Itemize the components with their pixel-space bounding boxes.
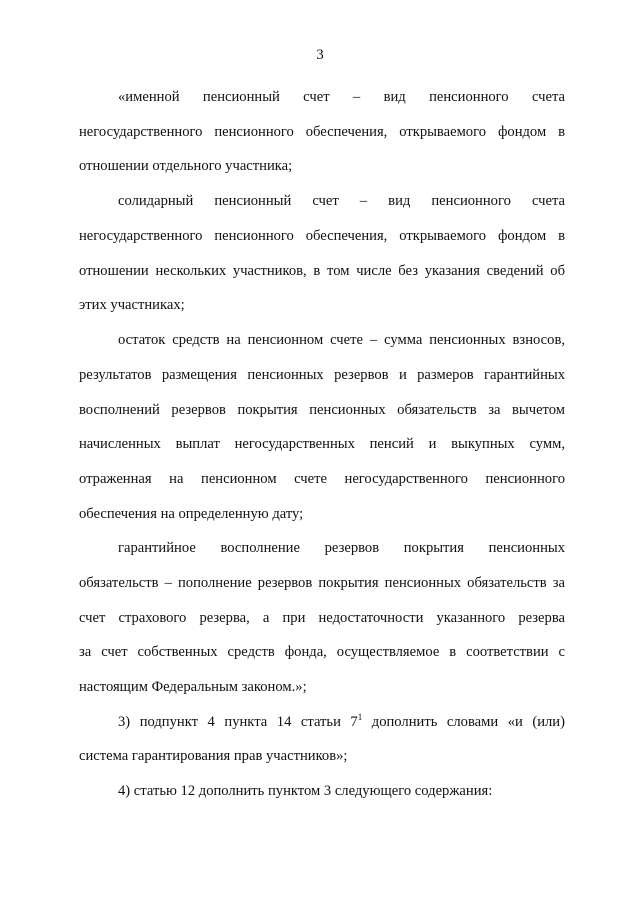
text-line: солидарный пенсионный счет – вид пенсионного счета	[118, 193, 565, 209]
text-line: обязательств – пополнение резервов покрытия пенсионных обязательств за	[79, 575, 565, 591]
text-line: отношении нескольких участников, в том числе без указания сведений об	[79, 263, 565, 279]
line-part: 3) подпункт 4 пункта 14 статьи 7	[118, 714, 358, 730]
text-line: негосударственного пенсионного обеспечения, открываемого фондом в	[79, 228, 565, 244]
text-line: «именной пенсионный счет – вид пенсионного счета	[118, 89, 565, 105]
text-line: восполнений резервов покрытия пенсионных обязательств за вычетом	[79, 402, 565, 418]
line-part: дополнить словами «и (или)	[362, 714, 565, 730]
page-number: 3	[316, 47, 324, 63]
text-line: результатов размещения пенсионных резервов и размеров гарантийных	[79, 367, 565, 383]
text-line: за счет собственных средств фонда, осуществляемое в соответствии с	[79, 644, 565, 660]
text-line: обеспечения на определенную дату;	[79, 506, 304, 522]
text-line: этих участниках;	[79, 297, 185, 313]
text-line: негосударственного пенсионного обеспечения, открываемого фондом в	[79, 124, 565, 140]
text-line: отраженная на пенсионном счете негосударственного пенсионного	[79, 471, 565, 487]
text-line: гарантийное восполнение резервов покрытия пенсионных	[118, 540, 565, 556]
text-line: отношении отдельного участника;	[79, 158, 293, 174]
superscript: 1	[357, 712, 363, 722]
text-line: система гарантирования прав участников»;	[79, 748, 348, 764]
text-line: настоящим Федеральным законом.»;	[79, 679, 307, 695]
text-line: 4) статью 12 дополнить пунктом 3 следующего содержания:	[118, 783, 493, 799]
text-line-with-superscript	[118, 713, 565, 731]
text-line: счет страхового резерва, а при недостаточности указанного резерва	[79, 610, 565, 626]
text-line: остаток средств на пенсионном счете – сумма пенсионных взносов,	[118, 332, 565, 348]
text-line: начисленных выплат негосударственных пенсий и выкупных сумм,	[79, 436, 565, 452]
